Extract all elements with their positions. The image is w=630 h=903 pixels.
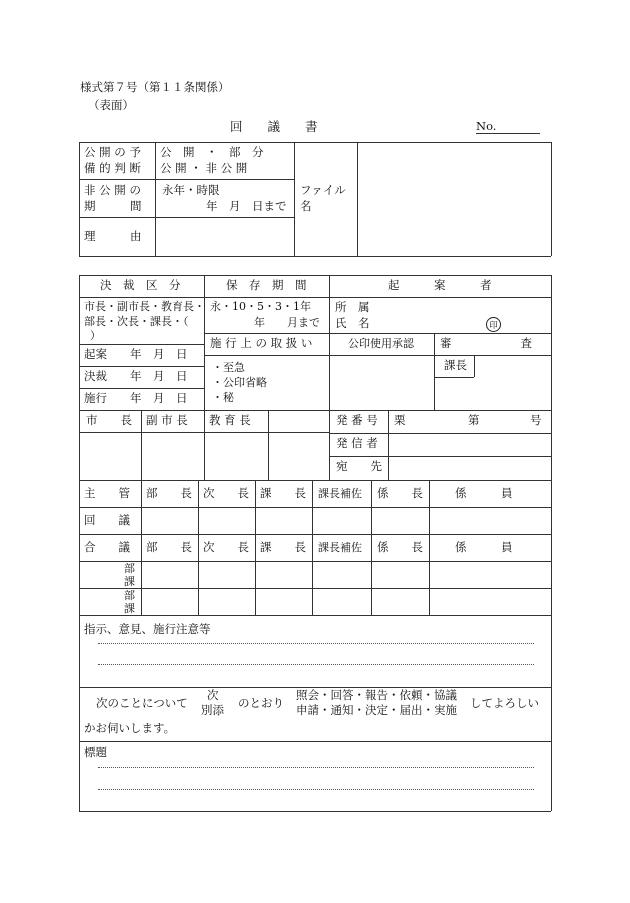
drafter-header: 起 案 者 [388, 278, 492, 292]
decision-option-2[interactable]: 部長・次長・課長・（ [84, 315, 189, 328]
vice-mayor-label: 副 市 長 [146, 413, 188, 427]
header-kakariin: 係 員 [455, 486, 513, 500]
disclosure-option-2[interactable]: 公 開 ・ 非 公 開 [160, 161, 248, 175]
decision-class-header: 決 裁 区 分 [100, 278, 181, 292]
document-title: 回 議 書 [230, 119, 318, 134]
file-name-field[interactable] [358, 143, 550, 255]
decision-option-3[interactable]: ） [90, 329, 101, 342]
handling-seal-omit[interactable]: ・公印省略 [212, 376, 267, 389]
affiliation-label: 所 属 [335, 300, 370, 314]
addressee-label: 宛 先 [336, 459, 382, 473]
header-bucho: 部 長 [146, 486, 192, 500]
review-header: 審 査 [440, 336, 532, 350]
date-decided: 決裁 年 月 日 [84, 369, 188, 383]
education-label: 教 育 長 [209, 413, 251, 427]
seal-mark: 印 [486, 317, 501, 332]
judgment-label-2: 備 的 判 断 [84, 161, 141, 175]
subject-field[interactable] [80, 760, 550, 810]
consult-header-kakariin: 係 員 [455, 540, 513, 554]
header-jicho: 次 長 [203, 486, 249, 500]
name-label: 氏 名 [335, 316, 370, 330]
notes-field[interactable] [80, 638, 550, 686]
retention-option-1[interactable]: 永・10・5・3・1年 [210, 300, 311, 313]
request-suffix: してよろしい [470, 696, 539, 710]
enforcement-header: 施 行 上 の 取 扱 い [210, 336, 313, 350]
header-kakaricho: 係 長 [377, 486, 423, 500]
consult-header-kacho-hosa: 課長補佐 [318, 541, 362, 554]
notes-label: 指示、意見、施行注意等 [84, 622, 211, 636]
number-label: No. [476, 119, 497, 133]
reason-label: 理 由 [84, 229, 142, 243]
front-side-label: （表面） [88, 98, 134, 112]
request-middle: のとおり [238, 696, 284, 710]
issue-go: 号 [530, 413, 542, 427]
form-number: 様式第７号（第１１条関係） [80, 80, 230, 94]
request-choice2-a[interactable]: 照会・回答・報告・依頼・協議 [296, 688, 457, 702]
issue-prefix: 栗 [394, 413, 406, 427]
judgment-label-1: 公 開 の 予 [84, 145, 141, 159]
request-choice2-b[interactable]: 申請・通知・決定・届出・実施 [296, 703, 457, 717]
period-label-1: 非 公 開 の [84, 183, 141, 197]
consult-header-bucho: 部 長 [146, 540, 192, 554]
period-label-2: 期 間 [84, 199, 142, 213]
retention-header: 保 存 期 間 [226, 278, 307, 292]
number-underline [476, 133, 540, 134]
header-kacho: 課 長 [260, 486, 306, 500]
chief-label: 課長 [444, 358, 467, 372]
issue-dai: 第 [468, 413, 480, 427]
file-label-2: 名 [300, 199, 312, 213]
reason-field[interactable] [156, 218, 293, 255]
request-line2: かお伺いします。 [84, 721, 176, 735]
period-value-1[interactable]: 永年・時限 [162, 183, 220, 197]
consult-header-kacho: 課 長 [260, 540, 306, 554]
issue-no-label: 発 番 号 [336, 413, 378, 427]
retention-option-2[interactable]: 年 月まで [254, 316, 320, 329]
main-dept-label: 主 管 [84, 486, 130, 500]
public-seal-header: 公印使用承認 [348, 337, 414, 350]
request-choice1-a[interactable]: 次 [207, 688, 219, 702]
dept-label-2a: 部 [124, 589, 135, 602]
request-choice1-b[interactable]: 別添 [201, 703, 224, 717]
date-drafted: 起案 年 月 日 [84, 347, 188, 361]
circulation-label: 回 議 [84, 513, 130, 527]
consult-header-jicho: 次 長 [203, 540, 249, 554]
request-prefix: 次のことについて [96, 696, 188, 710]
issuer-label: 発 信 者 [336, 436, 378, 450]
date-enforced: 施行 年 月 日 [84, 391, 188, 405]
consult-header-kakaricho: 係 長 [377, 540, 423, 554]
decision-option-1[interactable]: 市長・副市長・教育長・ [84, 300, 205, 313]
consultation-label: 合 議 [84, 540, 130, 554]
dept-label-2b: 課 [124, 602, 135, 615]
handling-urgent[interactable]: ・至急 [212, 361, 245, 374]
subject-label: 標題 [84, 745, 107, 759]
dept-label-1b: 課 [124, 575, 135, 588]
handling-secret[interactable]: ・秘 [212, 391, 234, 404]
period-value-2[interactable]: 年 月 日まで [206, 199, 287, 213]
mayor-label: 市 長 [86, 413, 132, 427]
file-label-1: ファイル [300, 183, 346, 197]
dept-label-1a: 部 [124, 562, 135, 575]
disclosure-option-1[interactable]: 公 開 ・ 部 分 [160, 145, 264, 159]
header-kacho-hosa: 課長補佐 [318, 487, 362, 500]
